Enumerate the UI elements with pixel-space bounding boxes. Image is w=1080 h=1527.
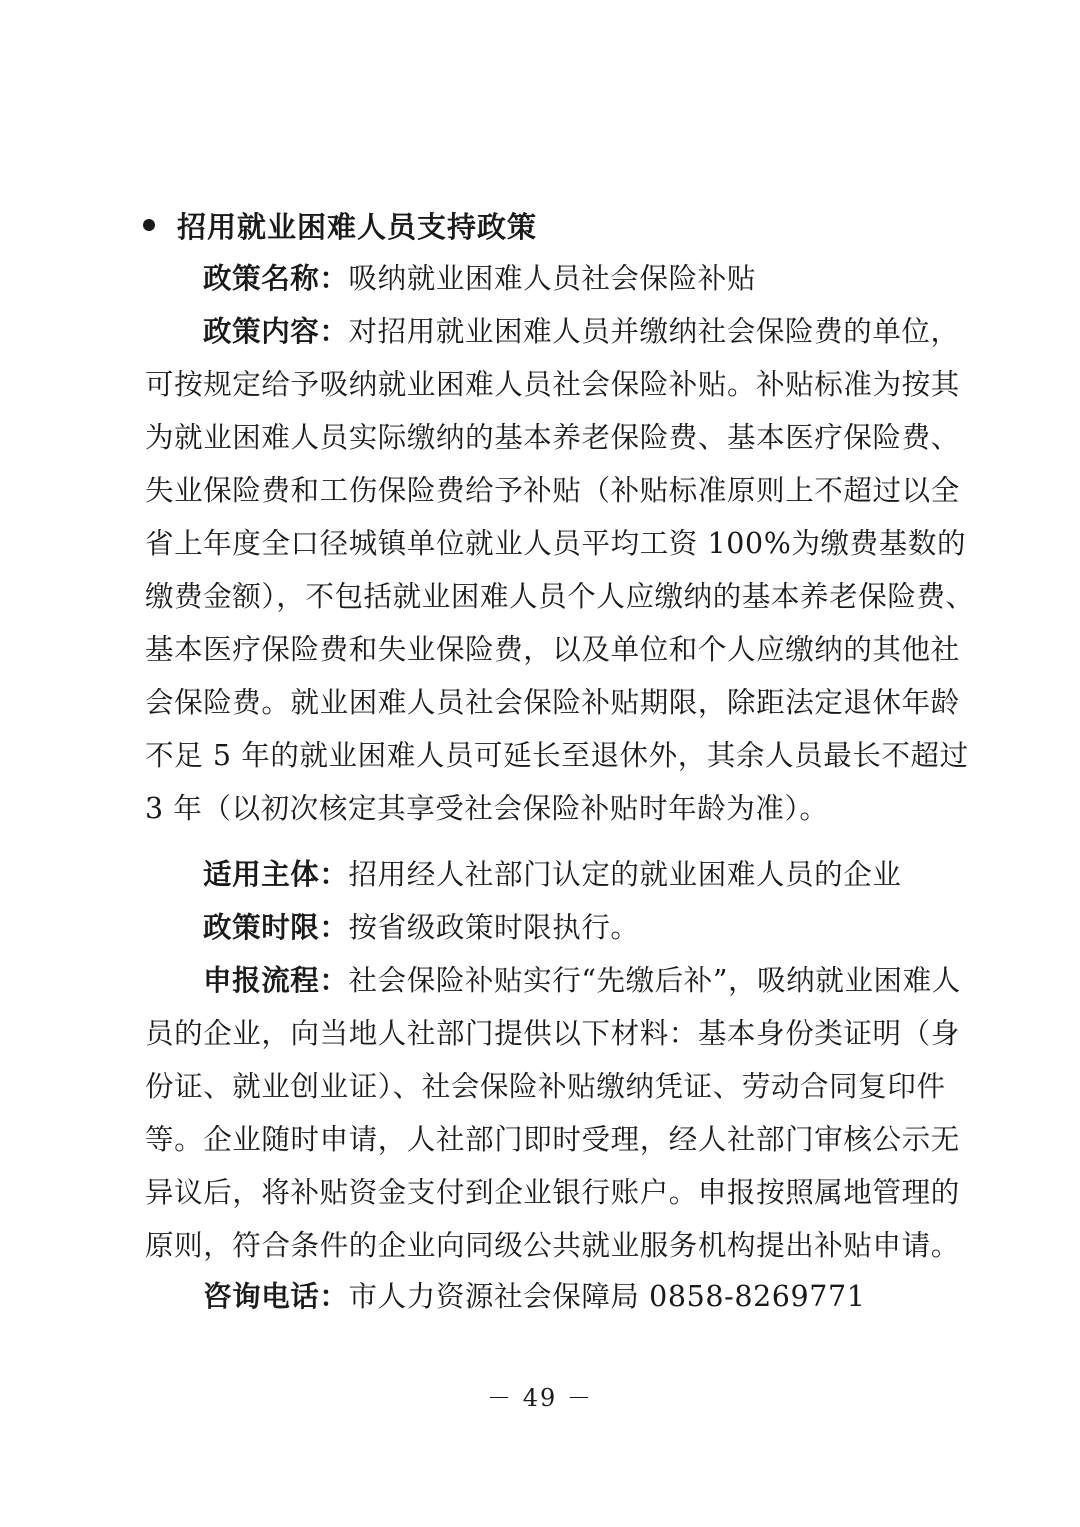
- bullet-icon: [143, 219, 155, 231]
- policy-process-line: 原则，符合条件的企业向同级公共就业服务机构提出补贴申请。: [145, 1229, 960, 1262]
- policy-content-line: [203, 306, 960, 358]
- policy-process-label: 申报流程：: [203, 964, 349, 997]
- policy-period-value: 按省级政策时限执行。: [348, 911, 640, 944]
- policy-phone-value: 市人力资源社会保障局 0858-8269771: [348, 1280, 866, 1313]
- policy-subject-label: 适用主体：: [203, 858, 349, 891]
- page-number: － 49 －: [487, 1384, 593, 1412]
- policy-content-line: 省上年度全口径城镇单位就业人员平均工资 100%为缴费基数的: [145, 527, 967, 560]
- policy-process-line: 份证、就业创业证）、社会保险补贴缴纳凭证、劳动合同复印件: [145, 1070, 946, 1103]
- policy-process-line: 等。企业随时申请，人社部门即时受理，经人社部门审核公示无: [145, 1123, 960, 1156]
- policy-name-label: 政策名称：: [203, 262, 349, 295]
- policy-content-line: 基本医疗保险费和失业保险费，以及单位和个人应缴纳的其他社: [145, 633, 960, 666]
- policy-content-line: 为就业困难人员实际缴纳的基本养老保险费、基本医疗保险费、: [145, 421, 960, 454]
- policy-process-line: [203, 955, 961, 1007]
- policy-process-text: 社会保险补贴实行“先缴后补”，吸纳就业困难人: [348, 964, 961, 997]
- policy-content-line: 会保险费。就业困难人员社会保险补贴期限，除距法定退休年龄: [145, 686, 960, 719]
- policy-name-line: [203, 253, 945, 305]
- section-heading: [143, 200, 537, 250]
- policy-subject-line: [203, 849, 945, 901]
- policy-period-label: 政策时限：: [203, 911, 349, 944]
- policy-content-line: 失业保险费和工伤保险费给予补贴（补贴标准原则上不超过以全: [145, 474, 960, 507]
- policy-content-line: 3 年（以初次核定其享受社会保险补贴时年龄为准）。: [145, 792, 829, 825]
- policy-process-line: 异议后，将补贴资金支付到企业银行账户。申报按照属地管理的: [145, 1176, 960, 1209]
- policy-name-value: 吸纳就业困难人员社会保险补贴: [348, 262, 756, 295]
- policy-period-line: [203, 902, 945, 954]
- policy-process-line: 员的企业，向当地人社部门提供以下材料：基本身份类证明（身: [145, 1017, 960, 1050]
- policy-content-line: 不足 5 年的就业困难人员可延长至退休外，其余人员最长不超过: [145, 739, 969, 772]
- policy-subject-value: 招用经人社部门认定的就业困难人员的企业: [348, 858, 902, 891]
- section-heading-text: 招用就业困难人员支持政策: [177, 209, 538, 244]
- policy-phone-line: [203, 1271, 945, 1323]
- policy-content-line: 缴费金额），不包括就业困难人员个人应缴纳的基本养老保险费、: [145, 580, 975, 613]
- policy-content-label: 政策内容：: [203, 315, 349, 348]
- policy-content-line: 可按规定给予吸纳就业困难人员社会保险补贴。补贴标准为按其: [145, 368, 960, 401]
- policy-content-text: 对招用就业困难人员并缴纳社会保险费的单位，: [348, 315, 960, 348]
- policy-phone-label: 咨询电话：: [203, 1280, 349, 1313]
